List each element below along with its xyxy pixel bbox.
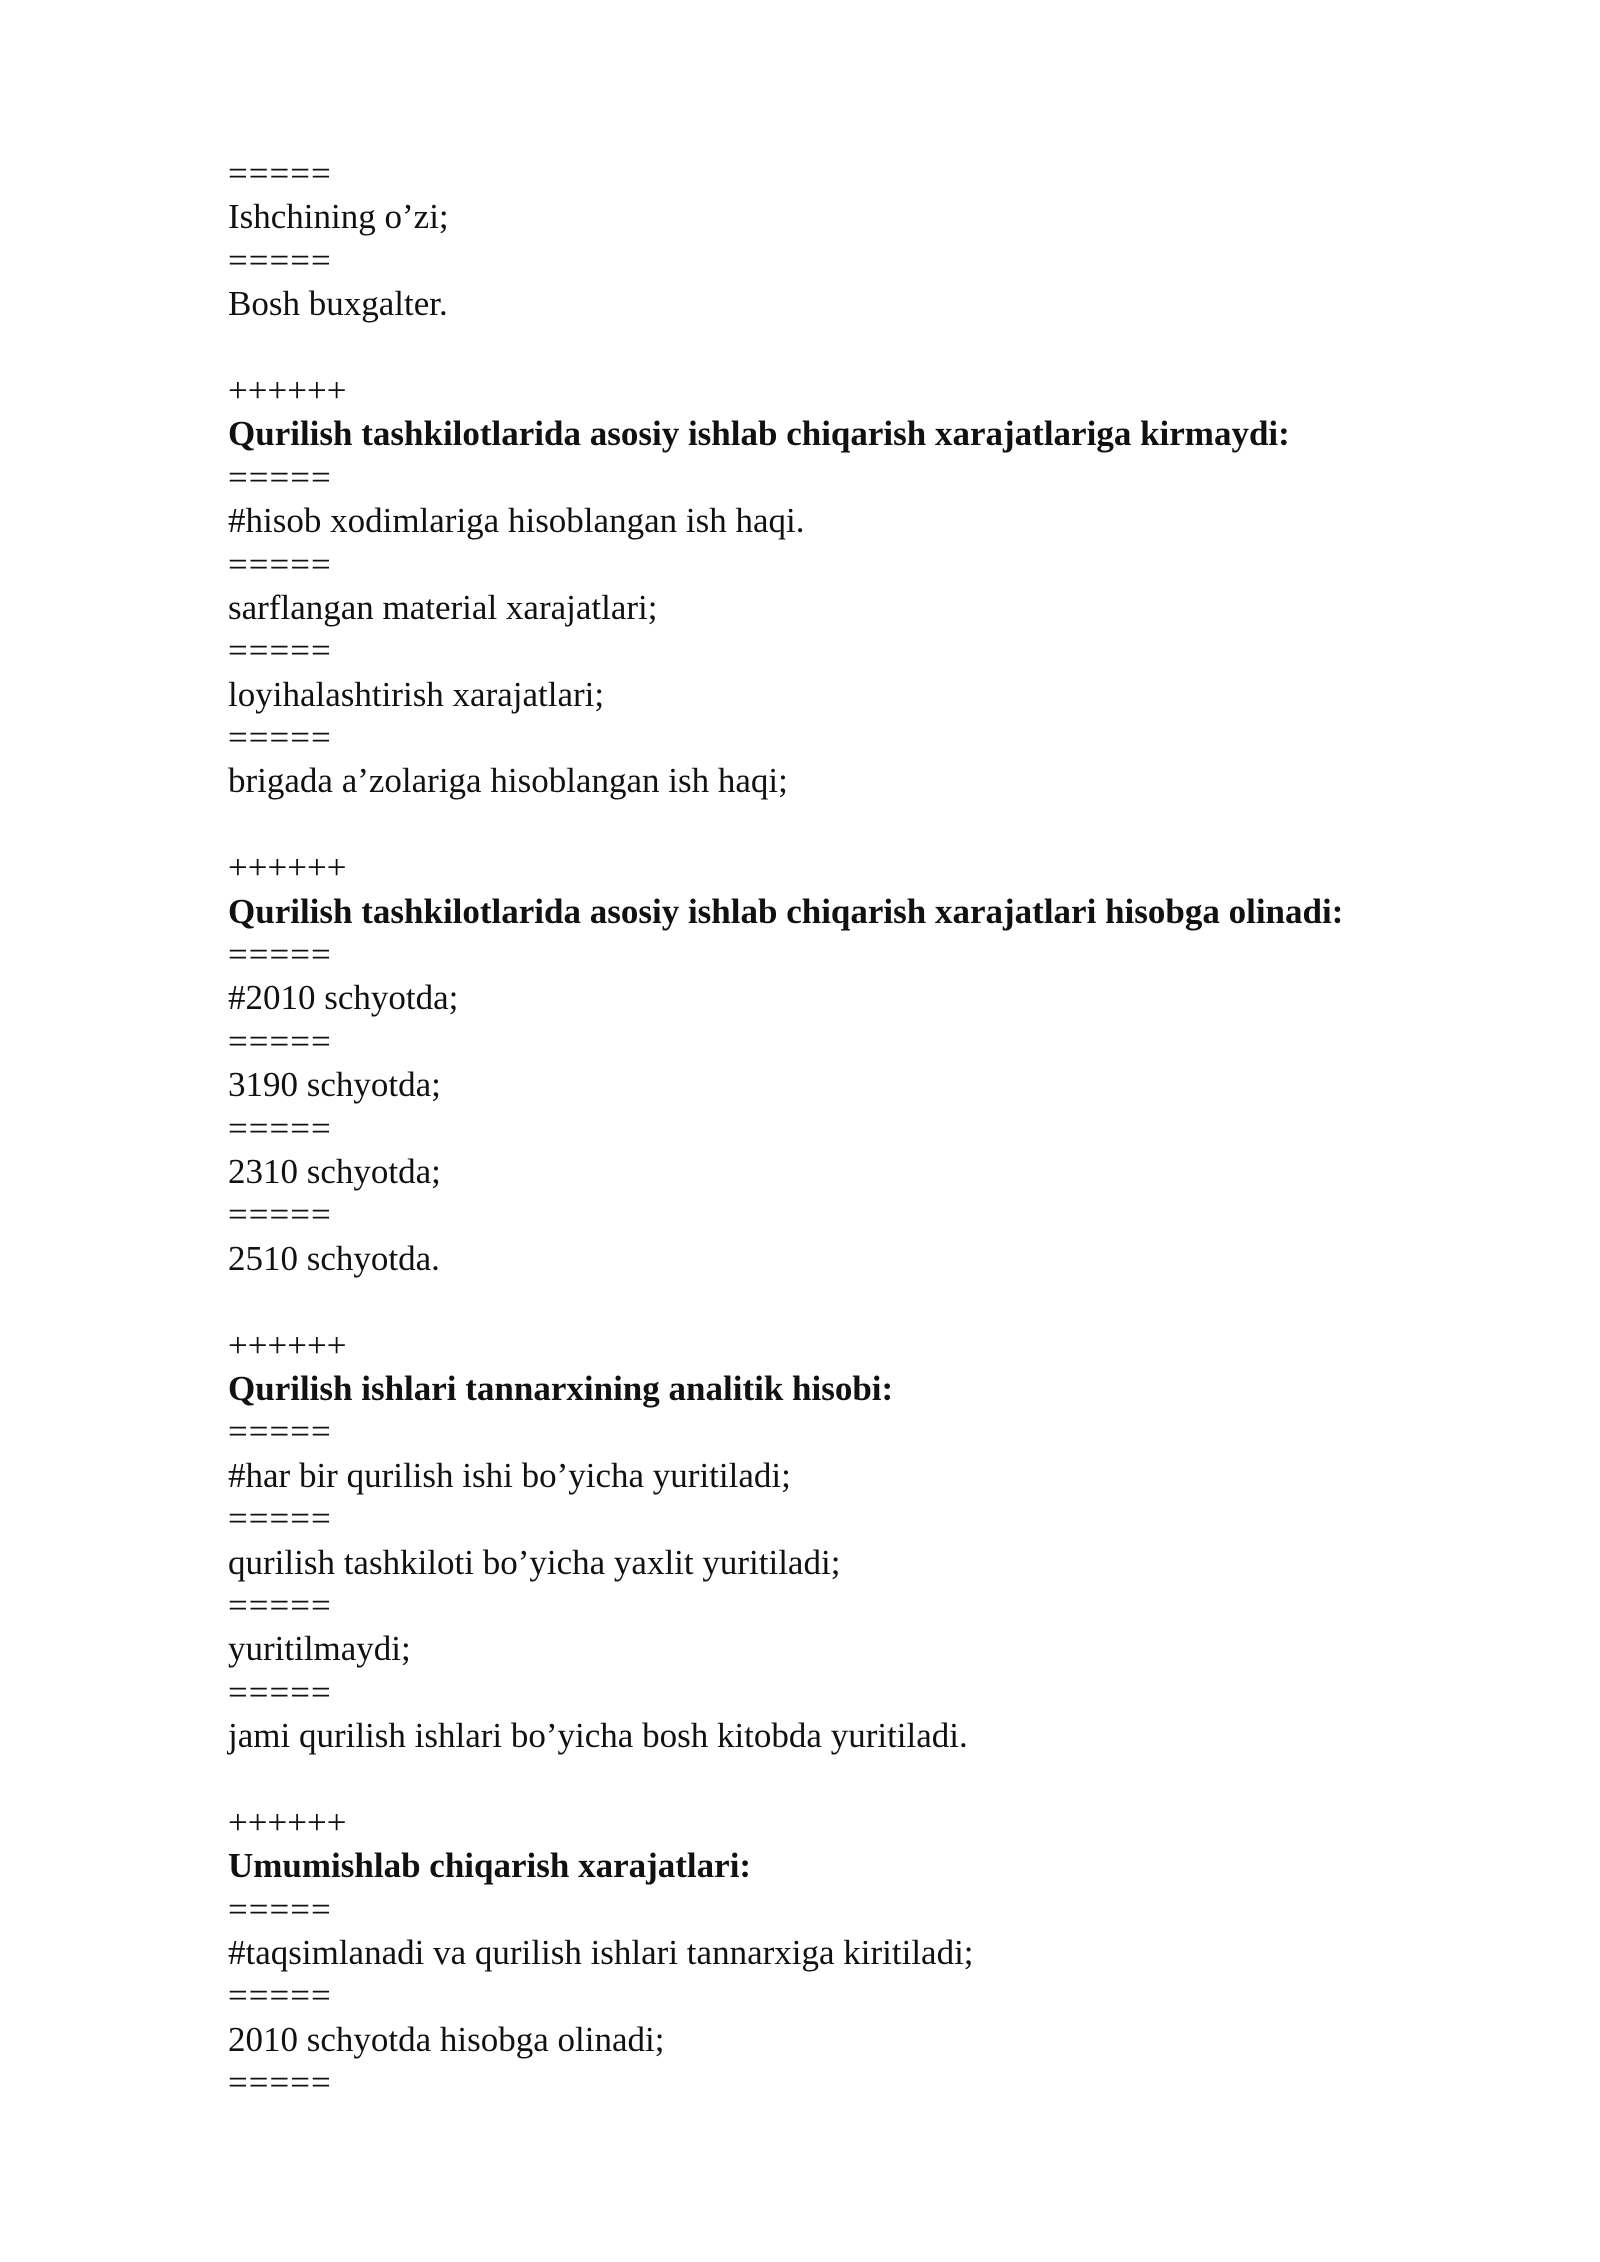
separator-line: ===== — [228, 1889, 332, 1929]
document-body — [228, 152, 1528, 2105]
separator-line: ===== — [228, 240, 332, 280]
separator-line: ===== — [228, 2063, 332, 2103]
answer-option: loyihalashtirish xarajatlari; — [228, 674, 605, 714]
answer-option: brigada a’zolariga hisoblangan ish haqi; — [228, 761, 788, 801]
answer-option: #hisob xodimlariga hisoblangan ish haqi. — [228, 501, 805, 541]
separator-line: ===== — [228, 1195, 332, 1235]
separator-line: ===== — [228, 631, 332, 671]
separator-line: ===== — [228, 1021, 332, 1061]
answer-option: jami qurilish ishlari bo’yicha bosh kitobda yuritiladi. — [228, 1716, 968, 1756]
answer-option: qurilish tashkiloti bo’yicha yaxlit yuritiladi; — [228, 1542, 841, 1582]
answer-option: #taqsimlanadi va qurilish ishlari tannarxiga kiritiladi; — [228, 1933, 974, 1973]
answer-option: 2310 schyotda; — [228, 1151, 441, 1191]
separator-line: ===== — [228, 1672, 332, 1712]
answer-option: 3190 schyotda; — [228, 1065, 441, 1105]
separator-line: ===== — [228, 1108, 332, 1148]
answer-option: 2510 schyotda. — [228, 1238, 440, 1278]
separator-line: ===== — [228, 1412, 332, 1452]
separator-line: ===== — [228, 154, 332, 193]
separator-line: ===== — [228, 1499, 332, 1539]
question-text: Qurilish tashkilotlarida asosiy ishlab chiqarish xarajatlari hisobga olinadi: — [228, 891, 1344, 931]
blank-line — [228, 803, 1528, 846]
question-text: Umumishlab chiqarish xarajatlari: — [228, 1846, 752, 1886]
separator-line: ===== — [228, 935, 332, 975]
answer-option: Bosh buxgalter. — [228, 284, 448, 324]
separator-line: ===== — [228, 1585, 332, 1625]
answer-option: yuritilmaydi; — [228, 1629, 411, 1669]
answer-option: #har bir qurilish ishi bo’yicha yuritiladi; — [228, 1455, 791, 1495]
answer-option: sarflangan material xarajatlari; — [228, 587, 658, 627]
question-text: Qurilish tashkilotlarida asosiy ishlab chiqarish xarajatlariga kirmaydi: — [228, 414, 1290, 454]
answer-option: Ishchining o’zi; — [228, 197, 449, 237]
separator-line: ===== — [228, 457, 332, 497]
answer-option: #2010 schyotda; — [228, 978, 459, 1018]
question-marker: ++++++ — [228, 848, 347, 888]
question-marker: ++++++ — [228, 1325, 347, 1365]
answer-option: 2010 schyotda hisobga olinadi; — [228, 2019, 665, 2059]
separator-line: ===== — [228, 1976, 332, 2016]
blank-line — [228, 1757, 1528, 1800]
separator-line: ===== — [228, 544, 332, 584]
question-text: Qurilish ishlari tannarxining analitik hisobi: — [228, 1368, 894, 1408]
blank-line — [228, 326, 1528, 369]
question-marker: ++++++ — [228, 370, 347, 410]
question-marker: ++++++ — [228, 1802, 347, 1842]
separator-line: ===== — [228, 718, 332, 758]
blank-line — [228, 1280, 1528, 1323]
